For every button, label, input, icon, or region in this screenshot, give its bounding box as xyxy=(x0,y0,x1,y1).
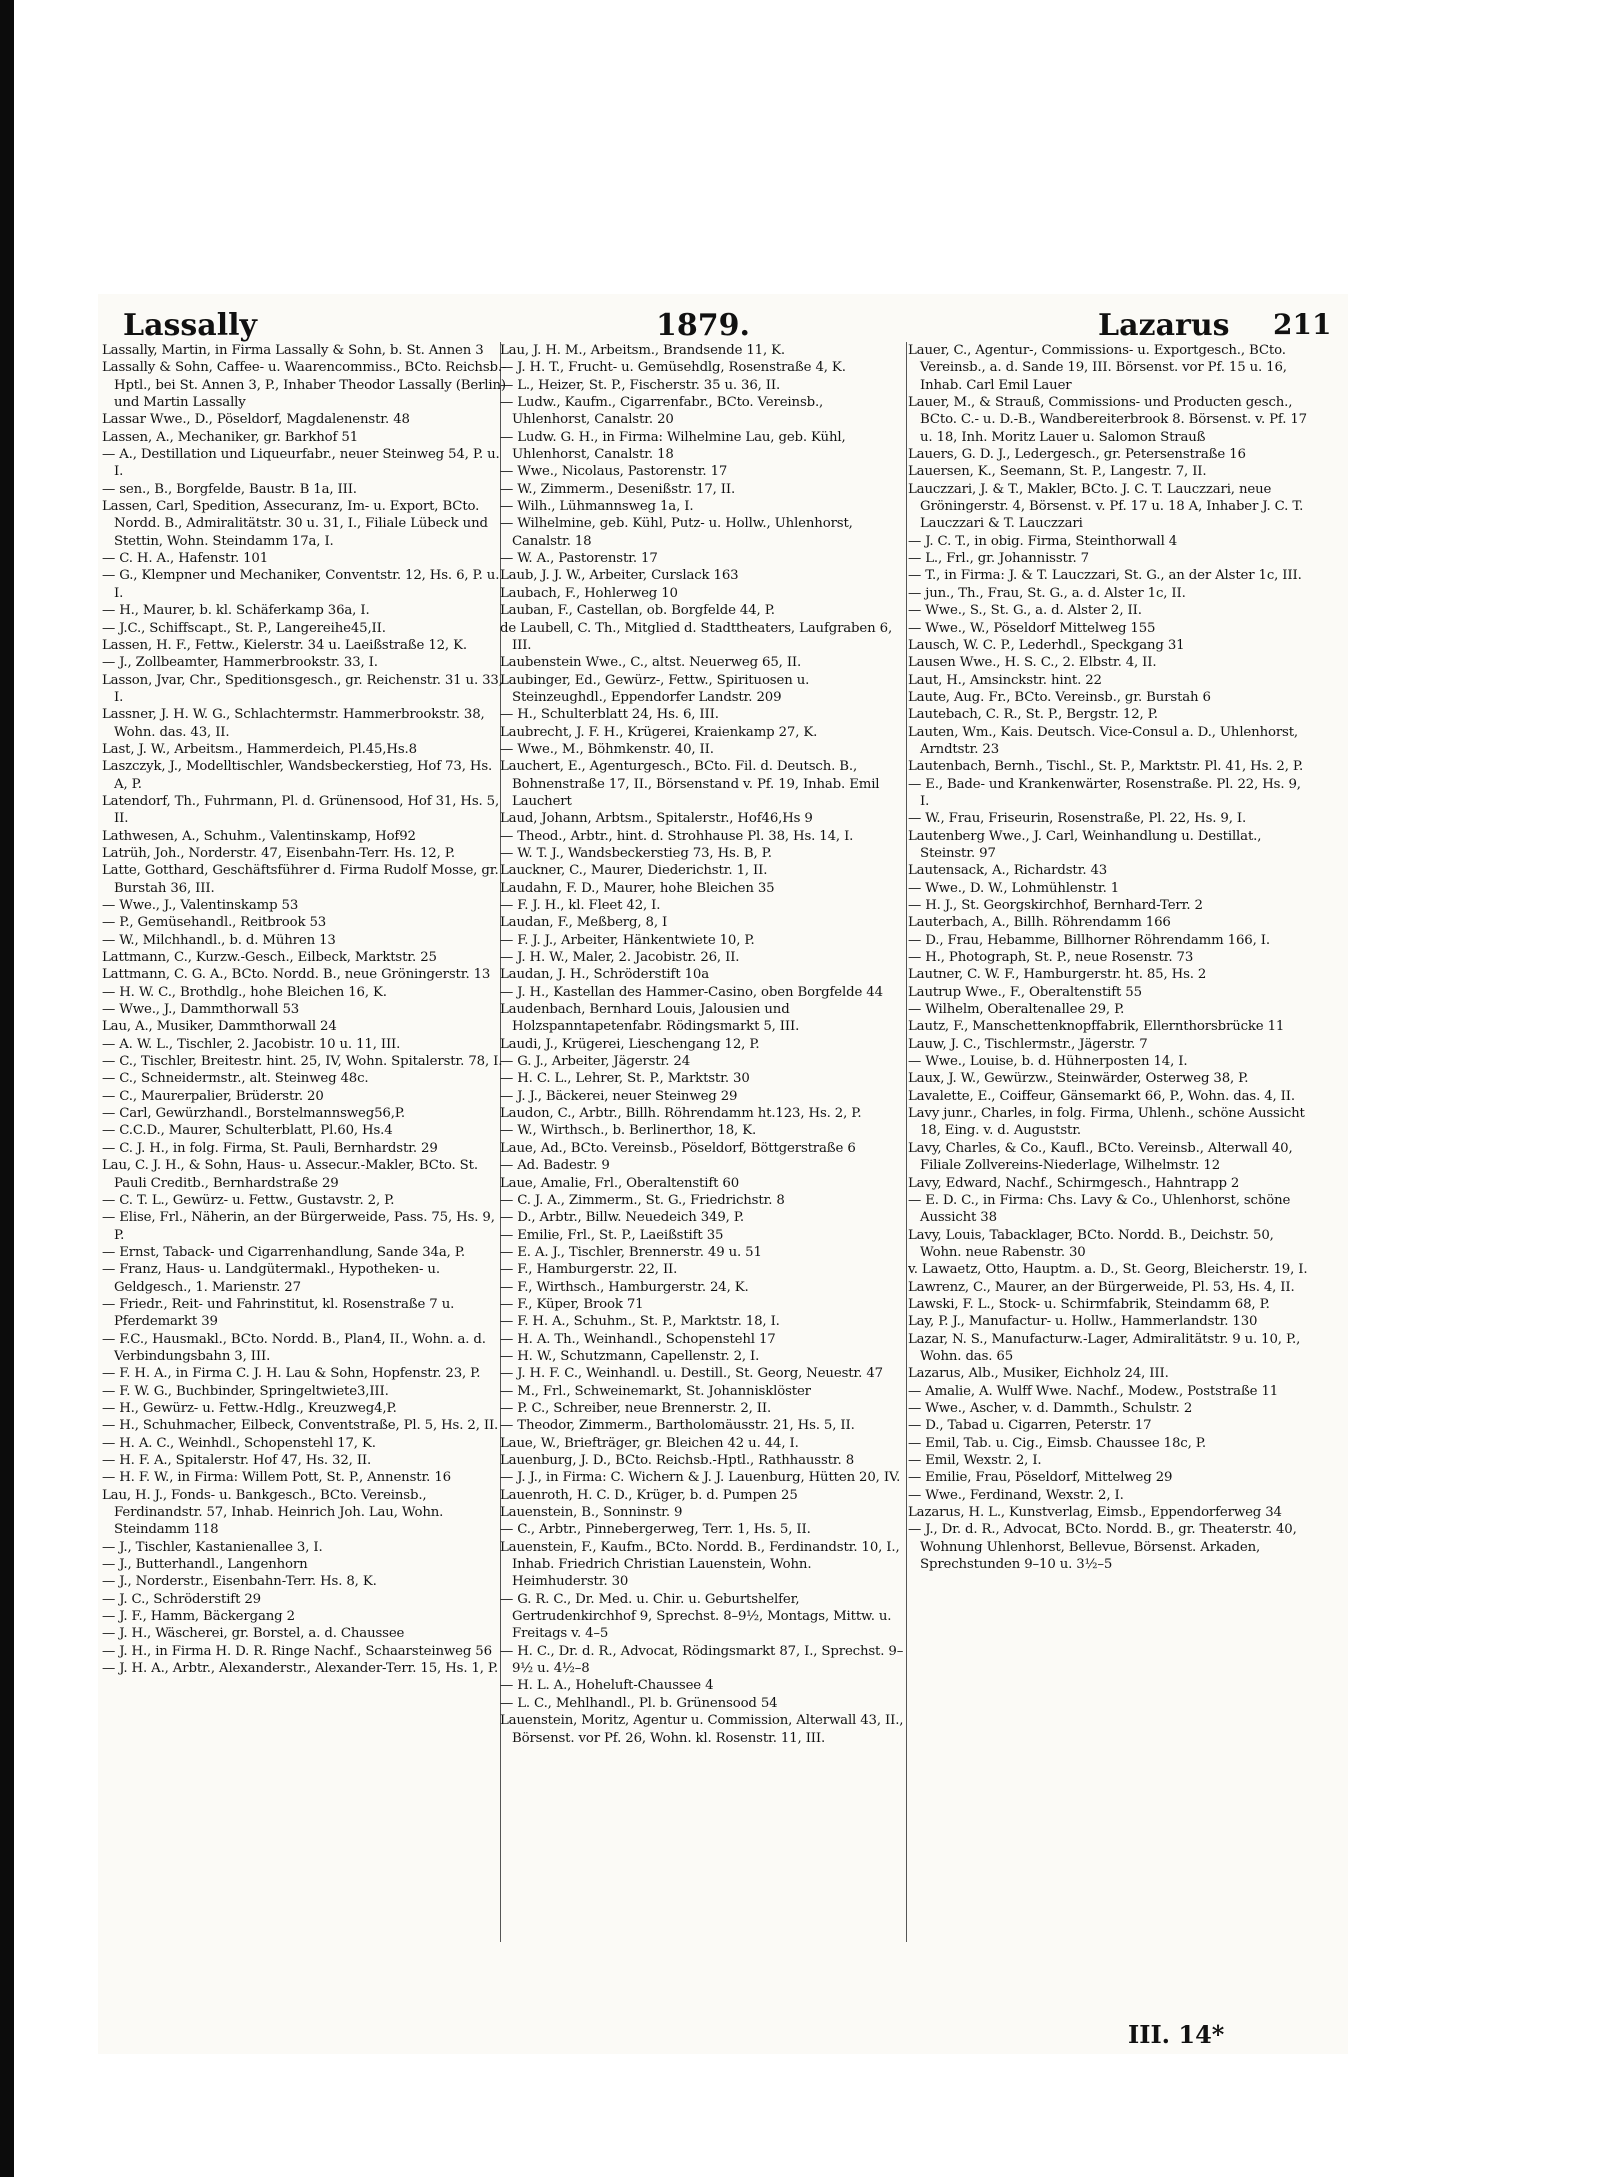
directory-entry: Laue, Amalie, Frl., Oberaltenstift 60 xyxy=(500,1175,740,1191)
header-right-keyword: Lazarus xyxy=(1098,308,1230,343)
directory-entry: — C., Schneidermstr., alt. Steinweg 48c. xyxy=(102,1071,369,1087)
directory-entry: Lautensack, A., Richardstr. 43 xyxy=(908,863,1108,879)
directory-entry: — Wwe., Ascher, v. d. Dammth., Schulstr. 2 xyxy=(908,1400,1193,1416)
directory-entry: — J. J., in Firma: C. Wichern & J. J. Lauenburg, Hütten 20, IV. xyxy=(500,1470,901,1486)
directory-entry: — J. H., Kastellan des Hammer-Casino, oben Borgfelde 44 xyxy=(500,984,883,1000)
directory-entry: Laudenbach, Bernhard Louis, Jalousien und Holzspanntapetenfabr. Rödingsmarkt 5, III. xyxy=(500,1002,800,1035)
directory-page xyxy=(98,294,1348,2054)
directory-entry: — Wwe., J., Valentinskamp 53 xyxy=(102,898,299,913)
directory-entry: — D., Tabad u. Cigarren, Peterstr. 17 xyxy=(908,1418,1152,1434)
directory-entry: Lauckner, C., Maurer, Diederichstr. 1, II. xyxy=(500,863,768,879)
directory-entry: — F. H. A., Schuhm., St. P., Marktstr. 18, I. xyxy=(500,1314,780,1330)
directory-entry: — Emil, Tab. u. Cig., Eimsb. Chaussee 18c, P. xyxy=(908,1435,1206,1451)
directory-entry: — W., Wirthsch., b. Berlinerthor, 18, K. xyxy=(500,1123,757,1139)
directory-entry: — A., Destillation und Liqueurfabr., neuer Steinweg 54, P. u. I. xyxy=(102,447,500,480)
directory-entry: — J.C., Schiffscapt., St. P., Langereihe45,II. xyxy=(102,620,386,636)
page-number: 211 xyxy=(1273,308,1332,341)
directory-entry: Lauczzari, J. & T., Makler, BCto. J. C. T. Lauczzari, neue Gröningerstr. 4, Börsenst. v. Pf. 17 u. 18 A, Inhaber J. C. T. Lauczzari & T. Lauczzari xyxy=(908,481,1304,532)
directory-entry: — H., Gewürz- u. Fettw.-Hdlg., Kreuzweg4,P. xyxy=(102,1400,397,1416)
directory-entry: — Wwe., Louise, b. d. Hühnerposten 14, I. xyxy=(908,1054,1188,1070)
directory-entry: Lawrenz, C., Maurer, an der Bürgerweide, Pl. 53, Hs. 4, II. xyxy=(908,1279,1295,1295)
directory-entry: — Wwe., W., Pöseldorf Mittelweg 155 xyxy=(908,620,1156,636)
directory-entry: — J. H. W., Maler, 2. Jacobistr. 26, II. xyxy=(500,950,740,966)
directory-entry: — C., Tischler, Breitestr. hint. 25, IV, Wohn. Spitalerstr. 78, I. xyxy=(102,1054,503,1070)
directory-entry: — Franz, Haus- u. Landgütermakl., Hypotheken- u. Geldgesch., 1. Marienstr. 27 xyxy=(102,1262,440,1295)
page-header xyxy=(98,294,1348,343)
directory-entry: Lattmann, C. G. A., BCto. Nordd. B., neue Gröningerstr. 13 xyxy=(102,967,491,983)
directory-entry: — J., Zollbeamter, Hammerbrookstr. 33, I. xyxy=(102,655,378,671)
directory-entry: — Ludw., Kaufm., Cigarrenfabr., BCto. Vereinsb., Uhlenhorst, Canalstr. 20 xyxy=(500,395,824,428)
directory-entry: — Ernst, Taback- und Cigarrenhandlung, Sande 34a, P. xyxy=(102,1244,465,1260)
directory-entry: Lauw, J. C., Tischlermstr., Jägerstr. 7 xyxy=(908,1036,1148,1052)
directory-entry: Laubenstein Wwe., C., altst. Neuerweg 65, II. xyxy=(500,655,802,671)
directory-entry: — T., in Firma: J. & T. Lauczzari, St. G., an der Alster 1c, III. xyxy=(908,568,1302,584)
directory-entry: Lauten, Wm., Kais. Deutsch. Vice-Consul a. D., Uhlenhorst, Arndtstr. 23 xyxy=(908,724,1298,757)
directory-entry: — J. C. T., in obig. Firma, Steinthorwall 4 xyxy=(908,533,1178,549)
directory-entry: — Wwe., D. W., Lohmühlenstr. 1 xyxy=(908,880,1120,896)
directory-entry: — H. F. W., in Firma: Willem Pott, St. P., Annenstr. 16 xyxy=(102,1470,451,1486)
directory-entry: — J., Butterhandl., Langenhorn xyxy=(102,1557,308,1573)
directory-entry: Lavy, Louis, Tabacklager, BCto. Nordd. B., Deichstr. 50, Wohn. neue Rabenstr. 30 xyxy=(908,1227,1274,1260)
directory-entry: Lau, H. J., Fonds- u. Bankgesch., BCto. Vereinsb., Ferdinandstr. 57, Inhab. Heinrich Joh. Lau, Wohn. Steindamm 118 xyxy=(102,1487,444,1538)
directory-entry: — Theod., Arbtr., hint. d. Strohhause Pl. 38, Hs. 14, I. xyxy=(500,828,854,844)
directory-entry: — C. J. A., Zimmerm., St. G., Friedrichstr. 8 xyxy=(500,1192,785,1208)
directory-entry: Laux, J. W., Gewürzw., Steinwärder, Osterweg 38, P. xyxy=(908,1071,1249,1087)
directory-entry: de Laubell, C. Th., Mitglied d. Stadttheaters, Laufgraben 6, III. xyxy=(500,620,893,653)
directory-entry: — W., Milchhandl., b. d. Mühren 13 xyxy=(102,932,336,948)
directory-entry: Lautner, C. W. F., Hamburgerstr. ht. 85, Hs. 2 xyxy=(908,967,1207,983)
directory-entry: — L., Heizer, St. P., Fischerstr. 35 u. 36, II. xyxy=(500,377,781,393)
directory-entry: Laub, J. J. W., Arbeiter, Curslack 163 xyxy=(500,568,739,584)
directory-entry: — J. H. T., Frucht- u. Gemüsehdlg, Rosenstraße 4, K. xyxy=(500,360,846,376)
directory-entry: — Wwe., M., Böhmkenstr. 40, II. xyxy=(500,741,714,757)
directory-entry: — Theodor, Zimmerm., Bartholomäusstr. 21, Hs. 5, II. xyxy=(500,1418,855,1434)
directory-entry: Laue, Ad., BCto. Vereinsb., Pöseldorf, Böttgerstraße 6 xyxy=(500,1140,856,1156)
directory-entry: Lauenstein, B., Sonninstr. 9 xyxy=(500,1505,683,1521)
directory-entry: — Wilhelm, Oberaltenallee 29, P. xyxy=(908,1002,1125,1018)
directory-entry: — F. J. H., kl. Fleet 42, I. xyxy=(500,898,661,913)
directory-entry: — J. H. A., Arbtr., Alexanderstr., Alexander-Terr. 15, Hs. 1, P. xyxy=(102,1661,499,1677)
directory-entry: — H. A. C., Weinhdl., Schopenstehl 17, K. xyxy=(102,1435,376,1451)
signature-mark: III. 14* xyxy=(1128,2020,1225,2049)
directory-entry: Laudahn, F. D., Maurer, hohe Bleichen 35 xyxy=(500,880,775,896)
directory-entry: Lauban, F., Castellan, ob. Borgfelde 44, P. xyxy=(500,603,775,619)
directory-entry: — Emil, Wexstr. 2, I. xyxy=(908,1453,1042,1468)
directory-entry: Lauersen, K., Seemann, St. P., Langestr. 7, II. xyxy=(908,464,1207,480)
directory-entry: Lautebach, C. R., St. P., Bergstr. 12, P. xyxy=(908,707,1158,723)
directory-entry: — F.C., Hausmakl., BCto. Nordd. B., Plan4, II., Wohn. a. d. Verbindungsbahn 3, III. xyxy=(102,1331,486,1364)
directory-entry: — sen., B., Borgfelde, Baustr. B 1a, III. xyxy=(102,481,357,497)
directory-entry: — Wilhelmine, geb. Kühl, Putz- u. Hollw., Uhlenhorst, Canalstr. 18 xyxy=(500,516,853,549)
directory-entry: — F., Hamburgerstr. 22, II. xyxy=(500,1262,678,1278)
directory-entry: Lassar Wwe., D., Pöseldorf, Magdalenenstr. 48 xyxy=(102,412,410,428)
directory-entry: Latrüh, Joh., Norderstr. 47, Eisenbahn-Terr. Hs. 12, P. xyxy=(102,845,455,861)
directory-entry: — H. W. C., Brothdlg., hohe Bleichen 16, K. xyxy=(102,984,387,1000)
directory-entry: Lauers, G. D. J., Ledergesch., gr. Petersenstraße 16 xyxy=(908,447,1246,463)
directory-entry: — C., Arbtr., Pinnebergerweg, Terr. 1, Hs. 5, II. xyxy=(500,1522,811,1538)
directory-entry: Lauer, C., Agentur-, Commissions- u. Exportgesch., BCto. Vereinsb., a. d. Sande 19, III. Börsenst. vor Pf. 15 u. 16, Inhab. Carl Emil Lauer xyxy=(908,343,1287,393)
directory-entry: Laudi, J., Krügerei, Lieschengang 12, P. xyxy=(500,1036,760,1052)
directory-entry: — Wilh., Lühmannsweg 1a, I. xyxy=(500,499,694,515)
directory-entry: — H., Schuhmacher, Eilbeck, Conventstraße, Pl. 5, Hs. 2, II. xyxy=(102,1418,499,1434)
directory-entry: — F., Küper, Brook 71 xyxy=(500,1296,644,1312)
directory-entry: Lauenroth, H. C. D., Krüger, b. d. Pumpen 25 xyxy=(500,1487,798,1503)
directory-entry: — J., Dr. d. R., Advocat, BCto. Nordd. B., gr. Theaterstr. 40, Wohnung Uhlenhorst, Bellevue, Börsenst. Arkaden, Sprechstunden 9–10 u. 3½–5 xyxy=(908,1522,1297,1573)
directory-entry: — C.C.D., Maurer, Schulterblatt, Pl.60, Hs.4 xyxy=(102,1123,393,1139)
directory-entry: — Amalie, A. Wulff Wwe. Nachf., Modew., Poststraße 11 xyxy=(908,1383,1279,1399)
directory-entry: Lazarus, Alb., Musiker, Eichholz 24, III. xyxy=(908,1366,1169,1382)
directory-entry: Latte, Gotthard, Geschäftsführer d. Firma Rudolf Mosse, gr. Burstah 36, III. xyxy=(102,863,499,896)
directory-entry: Lau, C. J. H., & Sohn, Haus- u. Assecur.-Makler, BCto. St. Pauli Creditb., Bernhardstraße 29 xyxy=(102,1158,478,1191)
directory-entry: — F. J. J., Arbeiter, Hänkentwiete 10, P. xyxy=(500,932,755,948)
directory-entry: — D., Frau, Hebamme, Billhorner Röhrendamm 166, I. xyxy=(908,932,1270,948)
directory-entry: — J., Tischler, Kastanienallee 3, I. xyxy=(102,1539,323,1555)
directory-entry: Lasson, Jvar, Chr., Speditionsgesch., gr. Reichenstr. 31 u. 33, I. xyxy=(102,672,503,705)
directory-entry: — H., Schulterblatt 24, Hs. 6, III. xyxy=(500,707,719,723)
directory-entry: — H. L. A., Hoheluft-Chaussee 4 xyxy=(500,1678,714,1694)
directory-entry: — J. C., Schröderstift 29 xyxy=(102,1591,261,1607)
directory-entry: — H. A. Th., Weinhandl., Schopenstehl 17 xyxy=(500,1331,776,1347)
directory-entry: Lauterbach, A., Billh. Röhrendamm 166 xyxy=(908,915,1171,931)
column-divider xyxy=(906,342,907,1942)
directory-entry: Lassen, Carl, Spedition, Assecuranz, Im- u. Export, BCto. Nordd. B., Admiralitätstr. 30 u. 31, I., Filiale Lübeck und Stettin, Wohn. Steindamm 17a, I. xyxy=(102,499,488,549)
directory-entry: — H., Maurer, b. kl. Schäferkamp 36a, I. xyxy=(102,603,370,619)
directory-entry: — Wwe., S., St. G., a. d. Alster 2, II. xyxy=(908,603,1142,619)
directory-entry: Lautenbach, Bernh., Tischl., St. P., Marktstr. Pl. 41, Hs. 2, P. xyxy=(908,759,1304,775)
directory-entry: — E., Bade- und Krankenwärter, Rosenstraße. Pl. 22, Hs. 9, I. xyxy=(908,776,1301,809)
directory-entry: Lavalette, E., Coiffeur, Gänsemarkt 66, P., Wohn. das. 4, II. xyxy=(908,1088,1295,1104)
directory-entry: Lauchert, E., Agenturgesch., BCto. Fil. d. Deutsch. B., Bohnenstraße 17, II., Börsenstand v. Pf. 19, Inhab. Emil Lauchert xyxy=(500,759,880,809)
directory-entry: — F., Wirthsch., Hamburgerstr. 24, K. xyxy=(500,1279,749,1295)
directory-entry: Lassally, Martin, in Firma Lassally & Sohn, b. St. Annen 3 xyxy=(102,343,484,358)
directory-entry: — P. C., Schreiber, neue Brennerstr. 2, II. xyxy=(500,1400,772,1416)
directory-entry: — D., Arbtr., Billw. Neuedeich 349, P. xyxy=(500,1210,744,1226)
directory-entry: — jun., Th., Frau, St. G., a. d. Alster 1c, II. xyxy=(908,585,1186,601)
directory-entry: — P., Gemüsehandl., Reitbrook 53 xyxy=(102,915,327,931)
directory-entry: Lavy, Charles, & Co., Kaufl., BCto. Vereinsb., Alterwall 40, Filiale Zollvereins-Niederlage, Wilhelmstr. 12 xyxy=(908,1140,1293,1174)
directory-entry: Lausen Wwe., H. S. C., 2. Elbstr. 4, II. xyxy=(908,655,1157,671)
directory-entry: — Ludw. G. H., in Firma: Wilhelmine Lau, geb. Kühl, Uhlenhorst, Canalstr. 18 xyxy=(500,429,846,463)
directory-entry: Lay, P. J., Manufactur- u. Hollw., Hammerlandstr. 130 xyxy=(908,1314,1258,1330)
directory-entry: — W. A., Pastorenstr. 17 xyxy=(500,551,658,567)
directory-entry: Lautenberg Wwe., J. Carl, Weinhandlung u. Destillat., Steinstr. 97 xyxy=(908,828,1262,861)
directory-entry: — Wwe., J., Dammthorwall 53 xyxy=(102,1002,300,1018)
directory-column-3 xyxy=(908,342,1313,1982)
directory-entry: Lauer, M., & Strauß, Commissions- und Producten gesch., BCto. C.- u. D.-B., Wandbereiterbrook 8. Börsenst. v. Pf. 17 u. 18, Inh. Moritz Lauer u. Salomon Strauß xyxy=(908,395,1307,445)
directory-entry: — Friedr., Reit- und Fahrinstitut, kl. Rosenstraße 7 u. Pferdemarkt 39 xyxy=(102,1296,455,1330)
directory-entry: Laudan, F., Meßberg, 8, I xyxy=(500,915,668,931)
directory-column-1 xyxy=(102,342,507,1982)
directory-entry: — A. W. L., Tischler, 2. Jacobistr. 10 u. 11, III. xyxy=(102,1036,401,1052)
directory-entry: — F. H. A., in Firma C. J. H. Lau & Sohn, Hopfenstr. 23, P. xyxy=(102,1366,481,1382)
directory-entry: — H. J., St. Georgskirchhof, Bernhard-Terr. 2 xyxy=(908,898,1203,913)
header-year: 1879. xyxy=(656,308,750,343)
directory-entry: — Emilie, Frau, Pöseldorf, Mittelweg 29 xyxy=(908,1470,1173,1486)
directory-entry: — E. A. J., Tischler, Brennerstr. 49 u. 51 xyxy=(500,1244,762,1260)
directory-entry: — G. R. C., Dr. Med. u. Chir. u. Geburtshelfer, Gertrudenkirchhof 9, Sprechst. 8–9½, Montags, Mittw. u. Freitags v. 4–5 xyxy=(500,1591,892,1642)
directory-entry: Lazarus, H. L., Kunstverlag, Eimsb., Eppendorferweg 34 xyxy=(908,1505,1282,1521)
directory-entry: v. Lawaetz, Otto, Hauptm. a. D., St. Georg, Bleicherstr. 19, I. xyxy=(908,1262,1308,1278)
directory-entry: Lassen, A., Mechaniker, gr. Barkhof 51 xyxy=(102,429,358,445)
directory-entry: — J. J., Bäckerei, neuer Steinweg 29 xyxy=(500,1088,738,1104)
directory-entry: Laut, H., Amsinckstr. hint. 22 xyxy=(908,672,1102,688)
directory-entry: Latendorf, Th., Fuhrmann, Pl. d. Grünensood, Hof 31, Hs. 5, II. xyxy=(102,793,500,827)
directory-entry: — E. D. C., in Firma: Chs. Lavy & Co., Uhlenhorst, schöne Aussicht 38 xyxy=(908,1192,1291,1226)
directory-entry: — Wwe., Ferdinand, Wexstr. 2, I. xyxy=(908,1487,1124,1503)
directory-entry: Lavy, Edward, Nachf., Schirmgesch., Hahntrapp 2 xyxy=(908,1175,1240,1191)
book-spine-shadow xyxy=(0,0,14,2177)
directory-entry: Lathwesen, A., Schuhm., Valentinskamp, Hof92 xyxy=(102,828,416,844)
directory-entry: Laubach, F., Hohlerweg 10 xyxy=(500,585,678,601)
directory-entry: Laute, Aug. Fr., BCto. Vereinsb., gr. Burstah 6 xyxy=(908,689,1211,705)
header-left-keyword: Lassally xyxy=(123,308,257,343)
directory-entry: — J. F., Hamm, Bäckergang 2 xyxy=(102,1609,295,1625)
directory-entry: — H., Photograph, St. P., neue Rosenstr. 73 xyxy=(908,950,1194,966)
directory-entry: Last, J. W., Arbeitsm., Hammerdeich, Pl.45,Hs.8 xyxy=(102,741,417,757)
directory-entry: — J. H., Wäscherei, gr. Borstel, a. d. Chaussee xyxy=(102,1626,405,1642)
directory-entry: — C. H. A., Hafenstr. 101 xyxy=(102,551,269,567)
directory-column-2 xyxy=(500,342,905,1982)
directory-entry: Lau, J. H. M., Arbeitsm., Brandsende 11, K. xyxy=(500,343,785,358)
directory-entry: — Carl, Gewürzhandl., Borstelmannsweg56,P. xyxy=(102,1106,405,1122)
directory-entry: Laudan, J. H., Schröderstift 10a xyxy=(500,967,709,983)
directory-entry: Laue, W., Briefträger, gr. Bleichen 42 u. 44, I. xyxy=(500,1435,799,1451)
directory-entry: Lauenstein, Moritz, Agentur u. Commission, Alterwall 43, II., Börsenst. vor Pf. 26, Wohn. kl. Rosenstr. 11, III. xyxy=(500,1713,904,1746)
directory-entry: Lazar, N. S., Manufacturw.-Lager, Admiralitätstr. 9 u. 10, P., Wohn. das. 65 xyxy=(908,1331,1301,1364)
directory-entry: — G. J., Arbeiter, Jägerstr. 24 xyxy=(500,1054,691,1070)
directory-entry: — L., Frl., gr. Johannisstr. 7 xyxy=(908,551,1089,567)
directory-entry: Lau, A., Musiker, Dammthorwall 24 xyxy=(102,1019,337,1035)
directory-entry: — J. H., in Firma H. D. R. Ringe Nachf., Schaarsteinweg 56 xyxy=(102,1643,492,1659)
directory-entry: Lavy junr., Charles, in folg. Firma, Uhlenh., schöne Aussicht 18, Eing. v. d. Auguststr. xyxy=(908,1106,1305,1139)
directory-entry: — Emilie, Frl., St. P., Laeißstift 35 xyxy=(500,1227,724,1243)
directory-entry: Laubrecht, J. F. H., Krügerei, Kraienkamp 27, K. xyxy=(500,724,818,740)
directory-entry: — H. C. L., Lehrer, St. P., Marktstr. 30 xyxy=(500,1071,750,1087)
directory-entry: — W. T. J., Wandsbeckerstieg 73, Hs. B, P. xyxy=(500,845,772,861)
directory-entry: — W., Zimmerm., Desenißstr. 17, II. xyxy=(500,481,736,497)
directory-entry: — Wwe., Nicolaus, Pastorenstr. 17 xyxy=(500,464,728,480)
directory-entry: — C. J. H., in folg. Firma, St. Pauli, Bernhardstr. 29 xyxy=(102,1140,438,1156)
directory-entry: Lattmann, C., Kurzw.-Gesch., Eilbeck, Marktstr. 25 xyxy=(102,950,437,966)
directory-entry: Laubinger, Ed., Gewürz-, Fettw., Spirituosen u. Steinzeughdl., Eppendorfer Landstr. 209 xyxy=(500,672,810,705)
directory-entry: — J., Norderstr., Eisenbahn-Terr. Hs. 8, K. xyxy=(102,1574,377,1590)
directory-entry: Lausch, W. C. P., Lederhdl., Speckgang 31 xyxy=(908,637,1185,653)
directory-entry: Lautrup Wwe., F., Oberaltenstift 55 xyxy=(908,984,1142,1000)
directory-entry: Lawski, F. L., Stock- u. Schirmfabrik, Steindamm 68, P. xyxy=(908,1296,1270,1312)
directory-entry: — C. T. L., Gewürz- u. Fettw., Gustavstr. 2, P. xyxy=(102,1192,395,1208)
directory-entry: Laudon, C., Arbtr., Billh. Röhrendamm ht.123, Hs. 2, P. xyxy=(500,1106,862,1122)
directory-entry: — H. C., Dr. d. R., Advocat, Rödingsmarkt 87, I., Sprechst. 9–9½ u. 4½–8 xyxy=(500,1643,904,1677)
directory-entry: — J. H. F. C., Weinhandl. u. Destill., St. Georg, Neuestr. 47 xyxy=(500,1366,883,1382)
directory-entry: — W., Frau, Friseurin, Rosenstraße, Pl. 22, Hs. 9, I. xyxy=(908,811,1247,827)
directory-entry: — Ad. Badestr. 9 xyxy=(500,1158,610,1174)
directory-entry: Laud, Johann, Arbtsm., Spitalerstr., Hof46,Hs 9 xyxy=(500,811,813,827)
directory-entry: — C., Maurerpalier, Brüderstr. 20 xyxy=(102,1088,324,1104)
directory-entry: Lassner, J. H. W. G., Schlachtermstr. Hammerbrookstr. 38, Wohn. das. 43, II. xyxy=(102,707,485,740)
directory-entry: Lauenstein, F., Kaufm., BCto. Nordd. B., Ferdinandstr. 10, I., Inhab. Friedrich Christian Lauenstein, Wohn. Heimhuderstr. 30 xyxy=(500,1539,900,1590)
directory-entry: Lassen, H. F., Fettw., Kielerstr. 34 u. Laeißstraße 12, K. xyxy=(102,637,467,653)
directory-entry: Lassally & Sohn, Caffee- u. Waarencommiss., BCto. Reichsb.-Hptl., bei St. Annen 3, P., Inhaber Theodor Lassally (Berlin) und Martin Lassally xyxy=(102,360,507,411)
directory-entry: Lautz, F., Manschettenknopffabrik, Ellernthorsbrücke 11 xyxy=(908,1019,1285,1035)
directory-entry: Lauenburg, J. D., BCto. Reichsb.-Hptl., Rathhausstr. 8 xyxy=(500,1453,855,1468)
directory-entry: — M., Frl., Schweinemarkt, St. Johannisklöster xyxy=(500,1383,811,1399)
directory-entry: — L. C., Mehlhandl., Pl. b. Grünensood 54 xyxy=(500,1695,778,1711)
directory-entry: — H. F. A., Spitalerstr. Hof 47, Hs. 32, II. xyxy=(102,1453,372,1468)
directory-entry: — G., Klempner und Mechaniker, Conventstr. 12, Hs. 6, P. u. I. xyxy=(102,568,500,601)
directory-entry: — H. W., Schutzmann, Capellenstr. 2, I. xyxy=(500,1348,760,1364)
directory-entry: — Elise, Frl., Näherin, an der Bürgerweide, Pass. 75, Hs. 9, P. xyxy=(102,1210,495,1243)
directory-entry: Laszczyk, J., Modelltischler, Wandsbeckerstieg, Hof 73, Hs. A, P. xyxy=(102,759,493,792)
directory-entry: — F. W. G., Buchbinder, Springeltwiete3,III. xyxy=(102,1383,389,1399)
